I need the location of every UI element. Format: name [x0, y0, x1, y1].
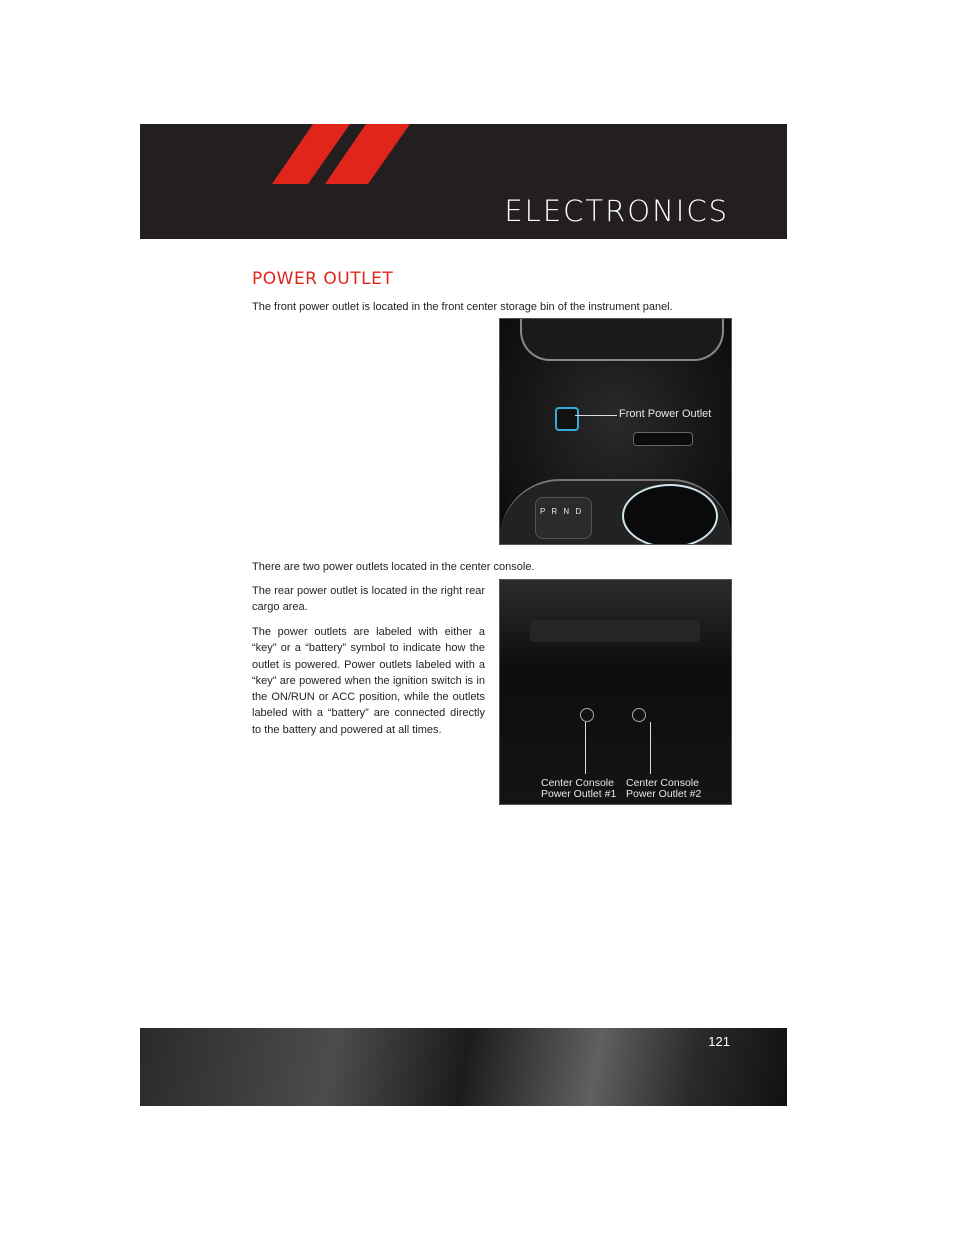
- page-number: 121: [708, 1034, 730, 1049]
- cup-holder: [622, 484, 718, 545]
- outlet-2-label: [626, 778, 701, 800]
- footer-banner: [140, 1028, 787, 1106]
- gear-selector-letters: P R N D: [540, 507, 584, 516]
- paragraph-center-console: There are two power outlets located in the center console.: [252, 561, 535, 573]
- center-console-outlets-photo: [499, 579, 732, 805]
- outlet-1-icon: [580, 708, 594, 722]
- outlet-2-icon: [632, 708, 646, 722]
- paragraph-outlet-labels: The power outlets are labeled with either a “key” or a “battery” symbol to indicate how the outlet is powered. Power outlets labeled with a “key” are powered when the ignition switch is in the ON/RUN or ACC position, while the outlets labeled with a “battery” are connected directly to the battery and powered at all times.: [252, 626, 485, 736]
- front-power-outlet-label: Front Power Outlet: [619, 408, 712, 420]
- outlet-1-label: [541, 778, 616, 800]
- outlet-1-label-line2: Power Outlet #1: [541, 788, 617, 800]
- paragraph-rear-outlet: The rear power outlet is located in the right rear cargo area.: [252, 585, 485, 614]
- outlet-2-label-line2: Power Outlet #2: [626, 788, 702, 800]
- paragraph-front-outlet: The front power outlet is located in the front center storage bin of the instrument panel.: [252, 301, 673, 313]
- section-title: POWER OUTLET: [252, 269, 394, 289]
- power-outlet-icon: [555, 407, 579, 431]
- chapter-title: ELECTRONICS: [504, 194, 729, 228]
- brand-stripes-logo: [270, 124, 415, 184]
- chapter-header: [140, 124, 787, 239]
- outlet-1-label-line1: Center Console: [541, 777, 614, 789]
- outlet-2-label-line1: Center Console: [626, 777, 699, 789]
- front-power-outlet-photo: [499, 318, 732, 545]
